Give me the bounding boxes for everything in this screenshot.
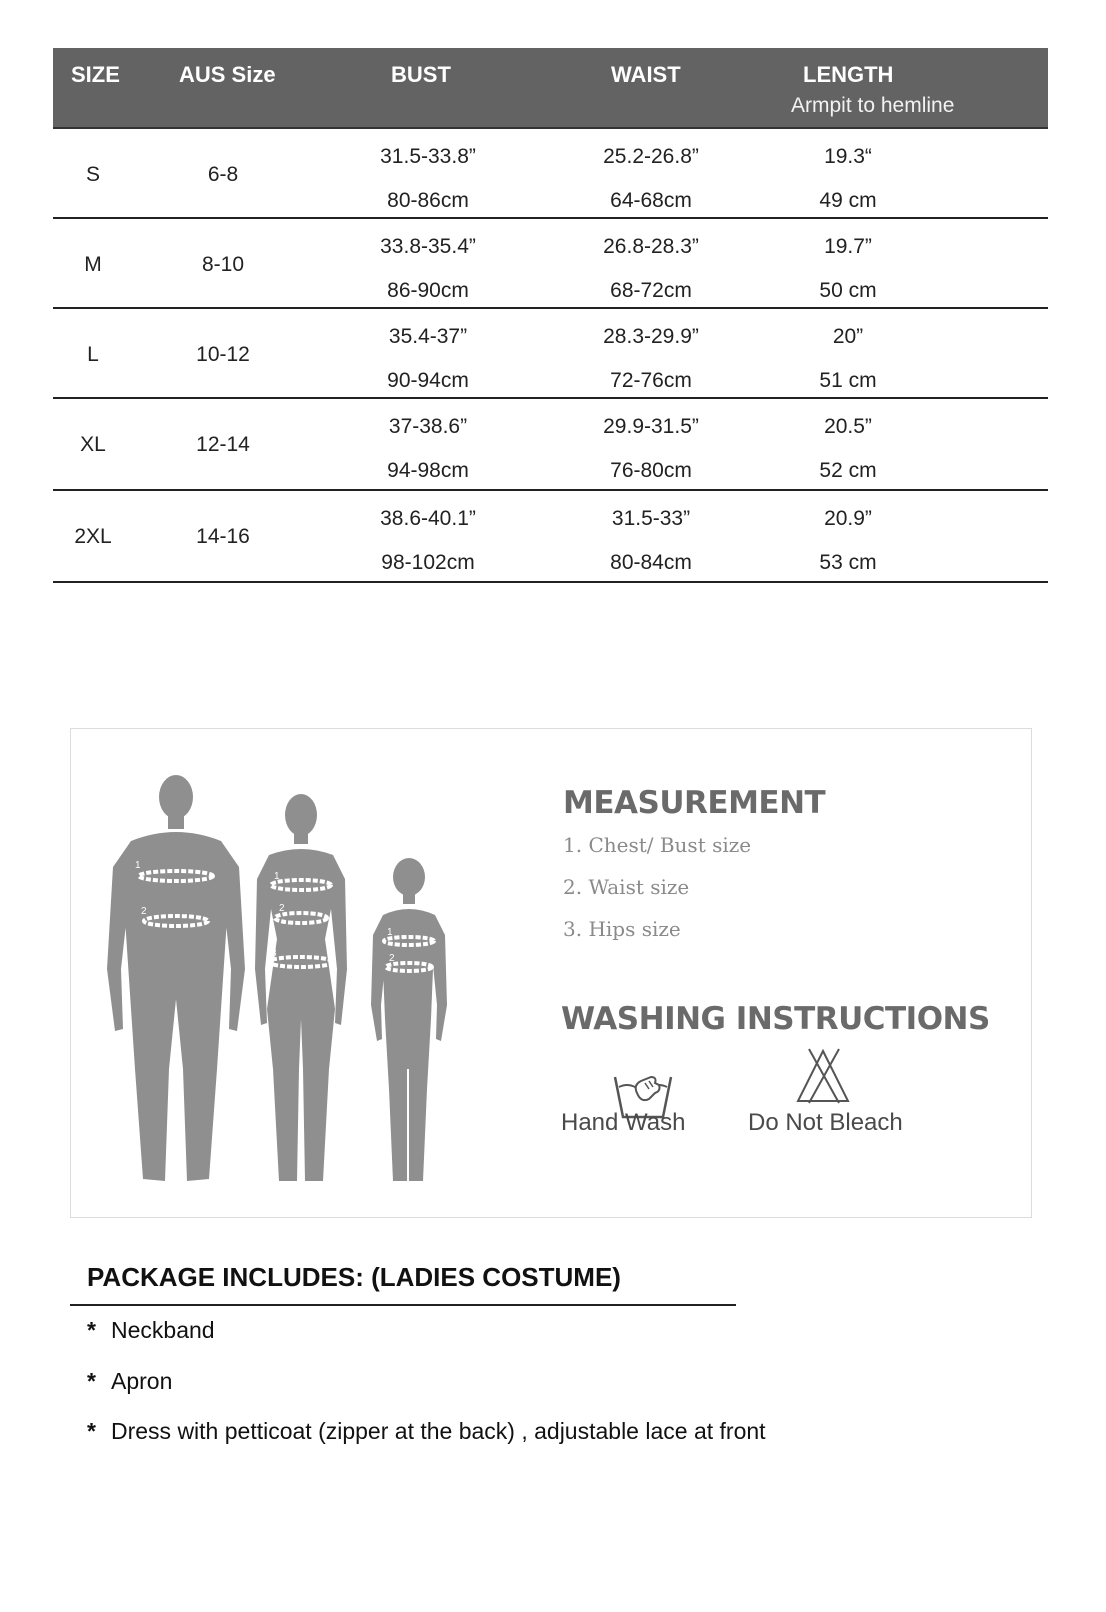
cell-length-cm: 53 cm — [819, 551, 877, 574]
bullet: * — [87, 1317, 96, 1343]
package-item-text: Neckband — [111, 1317, 215, 1343]
figure-label-1: 1 — [135, 860, 141, 871]
measurement-title: MEASUREMENT — [563, 785, 826, 821]
cell-aus-size: 6-8 — [207, 163, 239, 186]
bullet: * — [87, 1368, 96, 1394]
cell-waist-inches: 25.2-26.8” — [603, 145, 699, 168]
package-item-text: Apron — [111, 1368, 173, 1394]
figure-label-2: 2 — [279, 903, 285, 914]
cell-bust-inches: 38.6-40.1” — [380, 507, 476, 530]
figure-label-1: 1 — [387, 927, 393, 938]
list-item — [87, 1368, 172, 1395]
cell-size: 2XL — [74, 525, 112, 548]
cell-aus-size: 10-12 — [196, 343, 250, 366]
cell-length-inches: 20” — [832, 325, 864, 348]
cell-bust-inches: 37-38.6” — [388, 415, 468, 438]
table-row — [53, 309, 1048, 399]
list-item — [87, 1418, 766, 1445]
cell-bust-cm: 94-98cm — [387, 459, 469, 482]
cell-waist-cm: 76-80cm — [610, 459, 692, 482]
header-length-subtitle: Armpit to hemline — [791, 94, 955, 117]
cell-waist-cm: 80-84cm — [610, 551, 692, 574]
cell-length-cm: 49 cm — [819, 189, 877, 212]
figure-label-2: 2 — [141, 906, 147, 917]
header-size: SIZE — [71, 62, 120, 87]
cell-length-inches: 19.7” — [824, 235, 872, 258]
cell-size: M — [84, 253, 102, 276]
figure-label-2: 2 — [389, 953, 395, 964]
cell-length-cm: 51 cm — [819, 369, 877, 392]
cell-bust-cm: 80-86cm — [387, 189, 469, 212]
cell-bust-inches: 33.8-35.4” — [380, 235, 476, 258]
cell-waist-inches: 29.9-31.5” — [603, 415, 699, 438]
cell-waist-inches: 31.5-33” — [611, 507, 691, 530]
cell-length-inches: 20.9” — [824, 507, 872, 530]
do-not-bleach-icon — [795, 1047, 851, 1105]
header-waist: WAIST — [611, 62, 681, 87]
table-row — [53, 399, 1048, 491]
bullet: * — [87, 1418, 96, 1444]
woman-silhouette-icon — [255, 794, 347, 1181]
washing-instructions-title: WASHING INSTRUCTIONS — [561, 1001, 990, 1037]
measurement-item: 3. Hips size — [563, 917, 681, 941]
cell-bust-cm: 86-90cm — [387, 279, 469, 302]
header-aus-size: AUS Size — [179, 62, 276, 87]
header-bust: BUST — [391, 62, 451, 87]
cell-size: XL — [80, 433, 106, 456]
cell-size: S — [85, 163, 101, 186]
cell-waist-cm: 64-68cm — [610, 189, 692, 212]
man-silhouette-icon — [107, 775, 245, 1181]
cell-length-cm: 50 cm — [819, 279, 877, 302]
cell-size: L — [87, 343, 99, 366]
cell-bust-cm: 90-94cm — [387, 369, 469, 392]
figure-label-1: 1 — [274, 871, 280, 882]
do-not-bleach-label: Do Not Bleach — [748, 1109, 903, 1136]
hand-wash-label: Hand Wash — [561, 1109, 686, 1136]
cell-length-inches: 20.5” — [824, 415, 872, 438]
package-title-divider — [70, 1304, 736, 1306]
table-row — [53, 491, 1048, 583]
cell-waist-cm: 72-76cm — [610, 369, 692, 392]
measurement-item: 2. Waist size — [563, 875, 690, 899]
cell-bust-cm: 98-102cm — [381, 551, 475, 574]
header-length: LENGTH — [803, 62, 894, 87]
list-item — [87, 1317, 215, 1344]
cell-length-cm: 52 cm — [819, 459, 877, 482]
measurement-item: 1. Chest/ Bust size — [563, 833, 752, 857]
cell-waist-inches: 26.8-28.3” — [603, 235, 699, 258]
body-measurement-figures — [91, 769, 461, 1189]
table-row — [53, 129, 1048, 219]
cell-bust-inches: 35.4-37” — [388, 325, 468, 348]
cell-length-inches: 19.3“ — [824, 145, 872, 168]
cell-aus-size: 8-10 — [201, 253, 245, 276]
cell-bust-inches: 31.5-33.8” — [380, 145, 476, 168]
table-row — [53, 219, 1048, 309]
size-chart-table — [53, 48, 1048, 583]
table-header — [53, 48, 1048, 129]
package-item-text: Dress with petticoat (zipper at the back) , adjustable lace at front — [111, 1418, 766, 1444]
measurement-panel — [70, 728, 1032, 1218]
figure-label-3: 3 — [271, 948, 277, 959]
cell-waist-cm: 68-72cm — [610, 279, 692, 302]
child-silhouette-icon — [371, 858, 447, 1181]
package-includes-title: PACKAGE INCLUDES: (LADIES COSTUME) — [87, 1262, 621, 1292]
cell-waist-inches: 28.3-29.9” — [603, 325, 699, 348]
cell-aus-size: 12-14 — [196, 433, 250, 456]
cell-aus-size: 14-16 — [196, 525, 250, 548]
